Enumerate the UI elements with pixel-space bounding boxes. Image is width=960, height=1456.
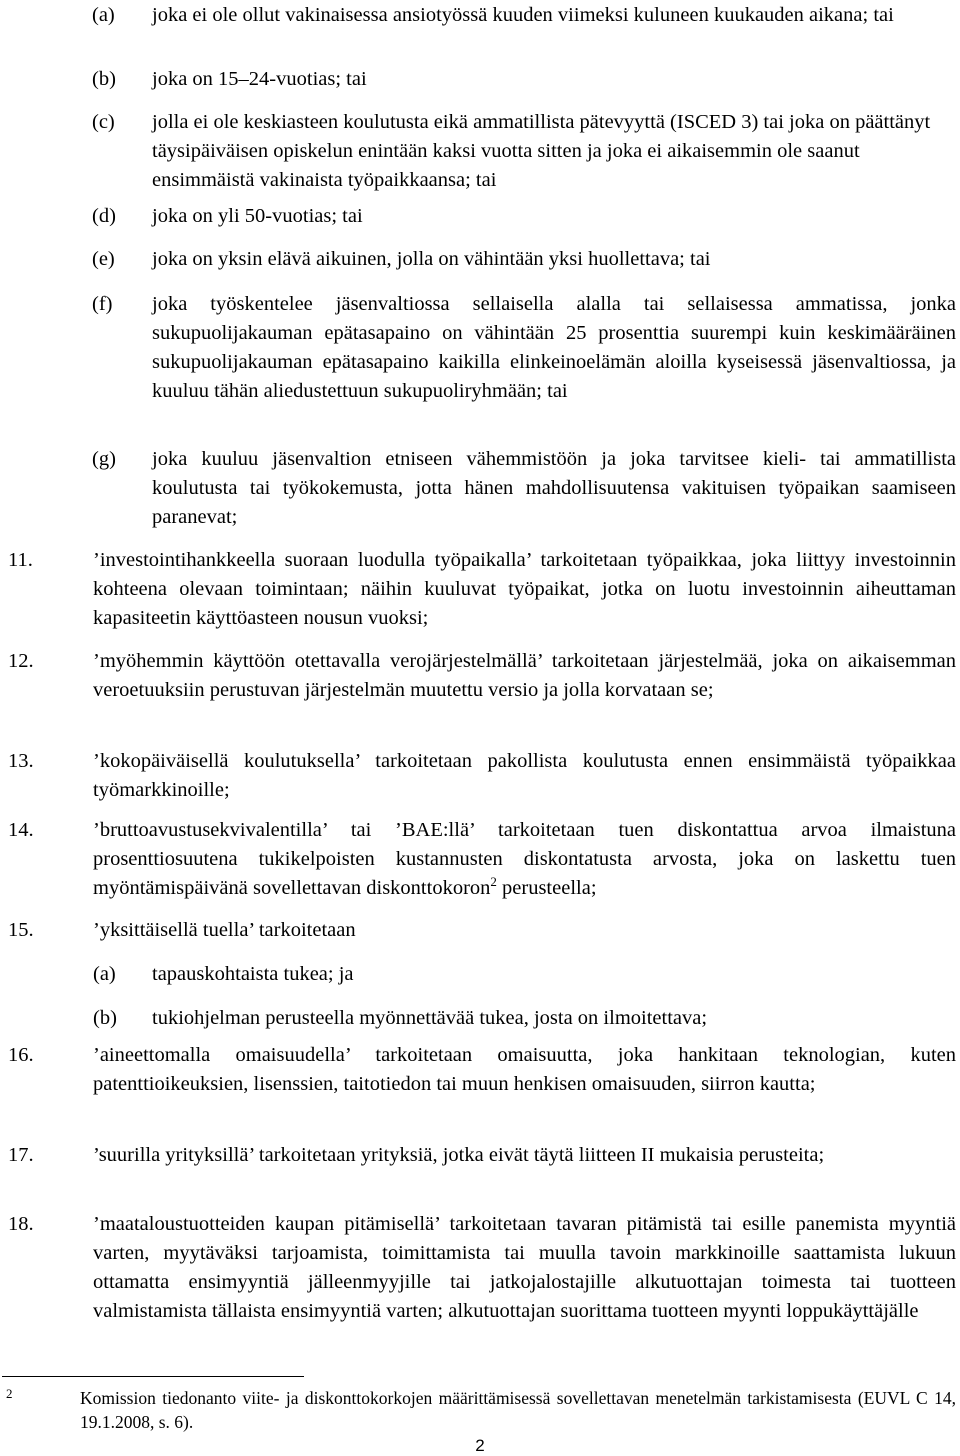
definition-item bbox=[0, 816, 960, 903]
list-item-label: (f) bbox=[92, 293, 113, 315]
definition-number: 18. bbox=[8, 1213, 34, 1235]
list-item-label: (b) bbox=[92, 68, 116, 90]
footnote-reference: 2 bbox=[490, 874, 497, 890]
definition-text bbox=[93, 916, 956, 945]
list-item-label: (a) bbox=[93, 963, 116, 985]
list-item-text: joka on yli 50-vuotias; tai bbox=[152, 205, 363, 227]
definition-main-text: ’aineettomalla omaisuudella’ tarkoitetaan omaisuutta, joka hankitaan teknologian, kuten patenttioikeuksien, lisenssien, taitotiedon tai muun henkisen omaisuuden, siirron kautta; bbox=[93, 1044, 956, 1095]
definition-number: 17. bbox=[8, 1144, 34, 1166]
list-item-label: (d) bbox=[92, 205, 116, 227]
list-item-text: joka kuuluu jäsenvaltion etniseen vähemmistöön ja joka tarvitsee kieli- tai ammatillista koulutusta tai työkokemusta, jotta hänen mahdollisuutensa vakituisen työpaikan saamiseen paranevat; bbox=[152, 448, 956, 528]
footnote-separator bbox=[2, 1376, 304, 1377]
definition-item bbox=[0, 1041, 960, 1099]
definition-number: 16. bbox=[8, 1044, 34, 1066]
definition-main-text: ’maataloustuotteiden kaupan pitämisellä’ tarkoitetaan tavaran pitämistä tai esille panemista myyntiä varten, myytäväksi tarjoamista, toimittamista tai muulla tavoin markkinoille saattamista lukuun ottamatta ensimyyntiä jälleenmyyjille tai jatkojalostajille alkutuottajan toimesta tai tuotteen valmistamista tällaista ensimyyntiä varten; alkutuottajan suorittama tuotteen myynti loppukäyttäjälle bbox=[93, 1213, 956, 1322]
list-item bbox=[0, 290, 960, 406]
definition-number: 11. bbox=[8, 549, 33, 571]
list-item-label: (c) bbox=[92, 111, 115, 133]
definition-text-after: perusteella; bbox=[496, 877, 597, 899]
list-item-text: joka työskentelee jäsenvaltiossa sellaisella alalla tai sellaisessa ammatissa, jonka sukupuolijakauman epätasapaino on vähintään 25 prosenttia suurempi kuin keskimääräinen sukupuolijakauman epätasapaino kaikilla elinkeinoelämän aloilla kyseisessä jäsenvaltiossa, ja kuuluu tähän aliedustettuun sukupuoliryhmään; tai bbox=[152, 293, 956, 402]
definition-main-text: ’bruttoavustusekvivalentilla’ tai ’BAE:llä’ tarkoitetaan tuen diskontattua arvoa ilmaistuna prosenttiosuutena tukikelpoisten kustannusten diskontatusta arvosta, joka on laskettu tuen myöntämispäivänä sovellettavan diskonttokoron bbox=[93, 819, 956, 899]
definition-text bbox=[93, 647, 956, 705]
footnote-text: Komission tiedonanto viite- ja diskonttokorkojen määrittämisessä sovellettavan menetelmän tarkistamisesta (EUVL C 14, 19.1.2008, s. 6). bbox=[80, 1388, 956, 1432]
list-item-text: joka on 15–24-vuotias; tai bbox=[152, 68, 367, 90]
definition-main-text: ’kokopäiväisellä koulutuksella’ tarkoitetaan pakollista koulutusta ennen ensimmäistä työpaikkaa työmarkkinoille; bbox=[93, 750, 956, 801]
definition-text bbox=[93, 816, 956, 903]
definition-text bbox=[93, 1210, 956, 1326]
list-item bbox=[0, 245, 960, 274]
list-item bbox=[0, 1, 960, 30]
definition-item bbox=[0, 747, 960, 805]
definition-text bbox=[93, 546, 956, 633]
definition-number: 15. bbox=[8, 919, 34, 941]
list-item-text: tapauskohtaista tukea; ja bbox=[152, 963, 354, 985]
list-item-label: (b) bbox=[93, 1007, 117, 1029]
definition-item bbox=[0, 916, 960, 1029]
definition-main-text: ’myöhemmin käyttöön otettavalla verojärjestelmällä’ tarkoitetaan järjestelmää, joka on aikaisemman veroetuuksiin perustuvan järjestelmän muutettu versio ja jolla korvataan se; bbox=[93, 650, 956, 701]
list-item bbox=[93, 1004, 960, 1033]
list-item-text: tukiohjelman perusteella myönnettävää tukea, josta on ilmoitettava; bbox=[152, 1007, 708, 1029]
definition-item bbox=[0, 1210, 960, 1326]
page-number: 2 bbox=[475, 1436, 485, 1455]
list-item bbox=[0, 202, 960, 231]
definition-main-text: ’investointihankkeella suoraan luodulla työpaikalla’ tarkoitetaan työpaikkaa, joka liittyy investoinnin kohteena olevaan toimintaan; näihin kuuluvat työpaikat, jotka on luotu investoinnin aiheuttaman kapasiteetin käyttöasteen nousun vuoksi; bbox=[93, 549, 956, 629]
definition-text bbox=[93, 1041, 956, 1099]
list-item bbox=[0, 108, 960, 195]
definition-item bbox=[0, 647, 960, 705]
definition-text bbox=[93, 1141, 956, 1170]
definition-item bbox=[0, 546, 960, 633]
definition-number: 12. bbox=[8, 650, 34, 672]
list-item bbox=[0, 65, 960, 94]
definition-main-text: ’suurilla yrityksillä’ tarkoitetaan yrityksiä, jotka eivät täytä liitteen II mukaisia perusteita; bbox=[93, 1144, 825, 1166]
list-item-label: (g) bbox=[92, 448, 116, 470]
list-item-text: joka on yksin elävä aikuinen, jolla on vähintään yksi huollettava; tai bbox=[152, 248, 711, 270]
definition-number: 14. bbox=[8, 819, 34, 841]
definition-main-text: ’yksittäisellä tuella’ tarkoitetaan bbox=[93, 919, 356, 941]
list-item-text: joka ei ole ollut vakinaisessa ansiotyössä kuuden viimeksi kuluneen kuukauden aikana; tai bbox=[152, 4, 894, 26]
definition-item bbox=[0, 1141, 960, 1170]
definition-text bbox=[93, 747, 956, 805]
list-item-text: jolla ei ole keskiasteen koulutusta eikä ammatillista pätevyyttä (ISCED 3) tai joka on päättänyt täysipäiväisen opiskelun enintään kaksi vuotta sitten ja joka ei aikaisemmin ole saanut ensimmäistä vakinaista työpaikkaansa; tai bbox=[152, 111, 931, 191]
list-item-label: (a) bbox=[92, 4, 115, 26]
footnote-mark: 2 bbox=[6, 1386, 13, 1401]
list-item bbox=[93, 960, 960, 989]
definition-number: 13. bbox=[8, 750, 34, 772]
list-item-label: (e) bbox=[92, 248, 115, 270]
list-item bbox=[0, 445, 960, 532]
